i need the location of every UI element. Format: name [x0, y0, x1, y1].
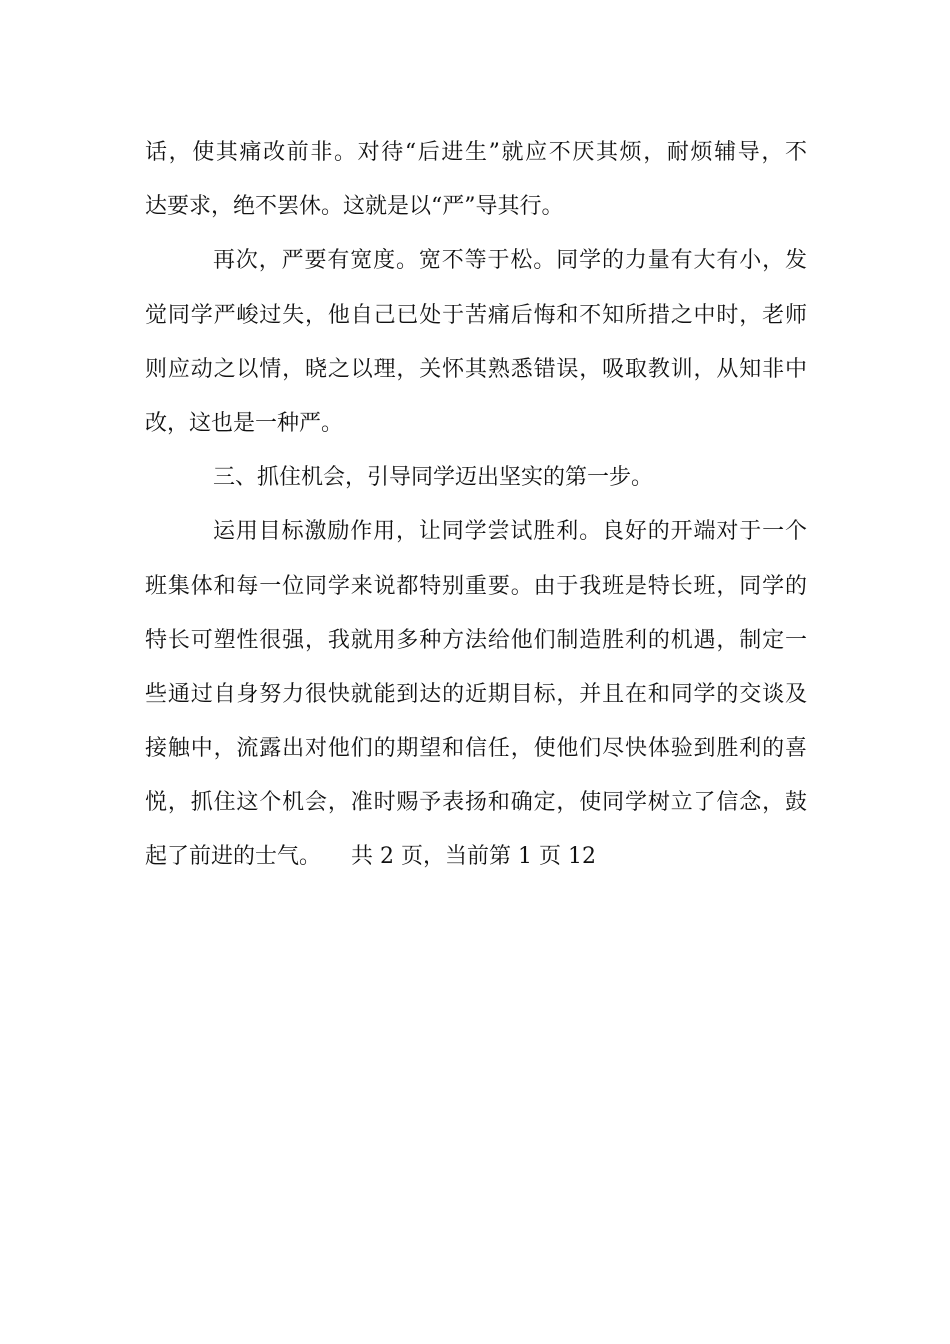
page-info: 共 2 页，当前第 1 页 12: [351, 844, 596, 870]
text-line: 则应动之以情，晓之以理，关怀其熟悉错误，吸取教训，从知非中: [145, 356, 807, 382]
text-line: 话，使其痛改前非。对待“后进生”就应不厌其烦，耐烦辅导，不: [145, 140, 807, 165]
section-heading: 三、抓住机会，引导同学迈出坚实的第一步。: [213, 465, 654, 491]
paragraph-start-line: 再次，严要有宽度。宽不等于松。同学的力量有大有小，发: [213, 248, 807, 274]
paragraph-start-line: 运用目标激励作用，让同学尝试胜利。良好的开端对于一个: [213, 519, 807, 545]
text-line: 达要求，绝不罢休。这就是以“严”导其行。: [145, 194, 564, 220]
document-body: [145, 126, 807, 885]
text-line-content: 起了前进的士气。: [145, 844, 322, 870]
text-line: 班集体和每一位同学来说都特别重要。由于我班是特长班，同学的: [145, 573, 807, 599]
text-line: 些通过自身努力很快就能到达的近期目标，并且在和同学的交谈及: [145, 681, 807, 707]
text-line: 特长可塑性很强，我就用多种方法给他们制造胜利的机遇，制定一: [145, 627, 807, 653]
text-line: 改，这也是一种严。: [145, 410, 344, 436]
text-line: 悦，抓住这个机会，准时赐予表扬和确定，使同学树立了信念，鼓: [145, 790, 807, 816]
final-line: [145, 830, 807, 884]
text-line: 接触中，流露出对他们的期望和信任，使他们尽快体验到胜利的喜: [145, 736, 807, 762]
text-line: 觉同学严峻过失，他自己已处于苦痛后悔和不知所措之中时，老师: [145, 302, 807, 328]
